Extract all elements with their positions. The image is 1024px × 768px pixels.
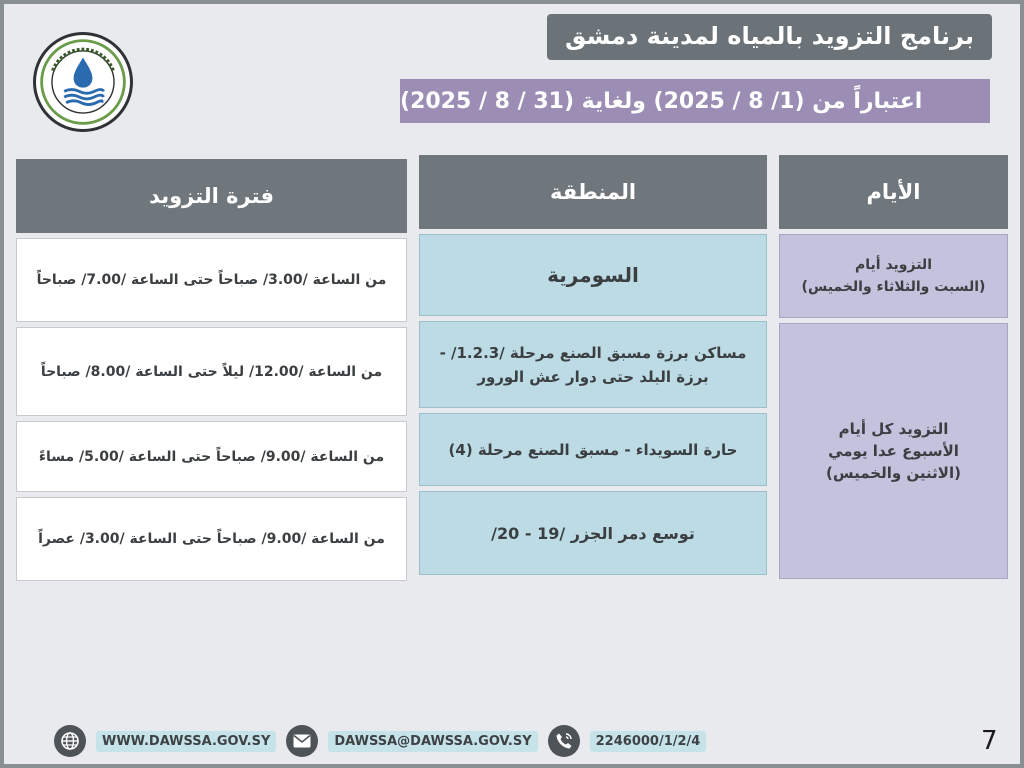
area-cell-4-text: توسع دمر الجزر /19 - 20/ <box>491 523 695 543</box>
days-cell-1-line1: التزويد أيام <box>855 257 932 273</box>
area-column-header: المنطقة <box>419 155 767 229</box>
period-cell-1: من الساعة /3.00/ صباحاً حتى الساعة /7.00/ صباحاً <box>16 238 407 322</box>
days-cell-2 <box>779 323 1008 579</box>
website-link[interactable]: WWW.DAWSSA.GOV.SY <box>96 731 276 752</box>
phone-icon <box>548 725 580 757</box>
page-number: 7 <box>981 726 998 756</box>
area-cell-3 <box>419 413 767 486</box>
area-cell-2-line2: برزة البلد حتى دوار عش الورور <box>477 367 709 386</box>
area-cell-3-text: حارة السويداء - مسبق الصنع مرحلة (4) <box>448 440 738 459</box>
email-link[interactable]: DAWSSA@DAWSSA.GOV.SY <box>328 731 537 752</box>
email-item <box>286 725 537 757</box>
area-cell-4 <box>419 491 767 575</box>
area-cell-1-text: السومرية <box>547 263 639 287</box>
date-range-subtitle: اعتباراً من (1/ 8 / 2025) ولغاية (31 / 8 / 2025) <box>400 79 990 123</box>
period-column-header: فترة التزويد <box>16 159 407 233</box>
days-cell-2-line3: (الاثنين والخميس) <box>826 464 961 482</box>
mail-icon <box>286 725 318 757</box>
phone-item <box>548 725 707 757</box>
contact-footer <box>54 724 716 758</box>
dawssa-logo <box>33 32 133 132</box>
phone-number[interactable]: 2246000/1/2/4 <box>590 731 707 752</box>
days-cell-2-line2: الأسبوع عدا يومي <box>828 442 959 460</box>
period-cell-4: من الساعة /9.00/ صباحاً حتى الساعة /3.00/ عصراً <box>16 497 407 581</box>
globe-icon <box>54 725 86 757</box>
area-cell-2 <box>419 321 767 408</box>
days-cell-1-line2: (السبت والثلاثاء والخميس) <box>801 279 986 295</box>
days-column-header: الأيام <box>779 155 1008 229</box>
page-title: برنامج التزويد بالمياه لمدينة دمشق <box>547 14 992 60</box>
period-cell-3: من الساعة /9.00/ صباحاً حتى الساعة /5.00/ مساءً <box>16 421 407 492</box>
water-drop-logo-icon <box>36 35 130 129</box>
website-item <box>54 725 276 757</box>
days-cell-1 <box>779 234 1008 318</box>
area-cell-2-line1: مساكن برزة مسبق الصنع مرحلة /1.2.3/ - <box>439 343 747 362</box>
area-cell-1 <box>419 234 767 316</box>
period-cell-2: من الساعة /12.00/ ليلاً حتى الساعة /8.00/ صباحاً <box>16 327 407 416</box>
days-cell-2-line1: التزويد كل أيام <box>838 420 949 438</box>
